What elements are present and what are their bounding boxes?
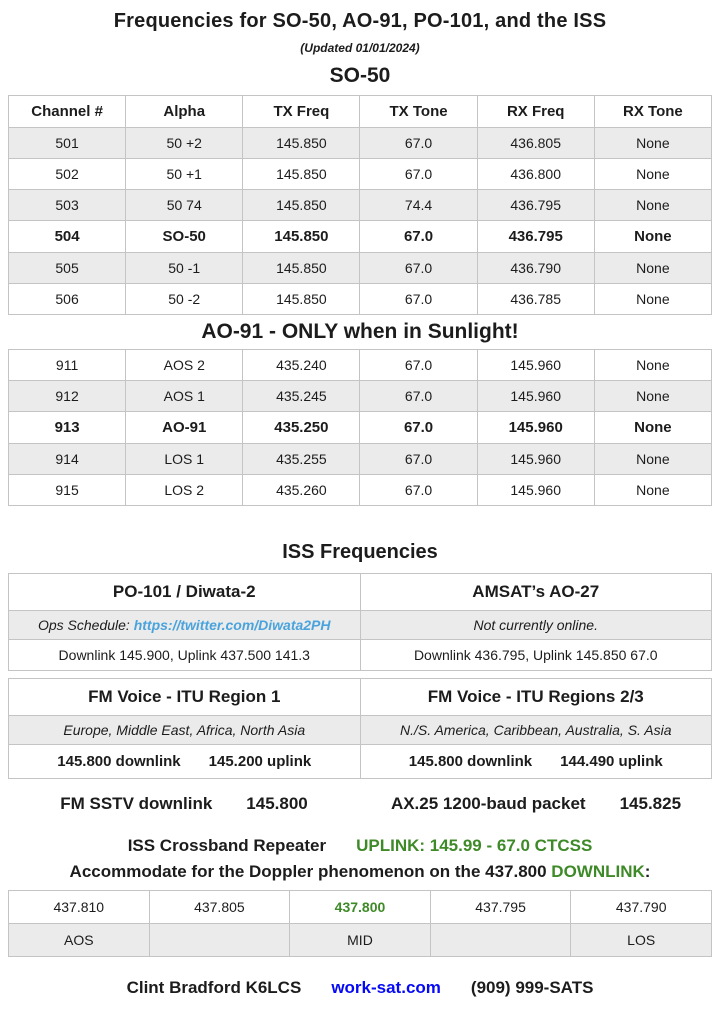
column-header-channel: Channel # [9,96,126,128]
table-row [9,475,712,506]
sstv-label: FM SSTV downlink [60,794,213,813]
cell: 67.0 [360,284,477,315]
table-row [9,611,712,640]
empty-cell [430,924,571,957]
region1-coverage-cell: Europe, Middle East, Africa, North Asia [9,716,361,745]
so50-header-row [9,96,712,128]
cell: 506 [9,284,126,315]
cell: None [594,190,711,221]
table-row [9,745,712,779]
cell: 50 -1 [126,253,243,284]
cell: AOS 1 [126,381,243,412]
region23-uplink: 144.490 uplink [560,753,663,770]
cell: 502 [9,159,126,190]
sstv-packet-line [8,794,712,814]
fm-voice-table [8,678,712,779]
ops-schedule-cell [9,611,361,640]
po101-header: PO-101 / Diwata-2 [9,574,361,611]
cell: 145.850 [243,159,360,190]
cell: 67.0 [360,444,477,475]
cell: 436.805 [477,128,594,159]
cell: 67.0 [360,475,477,506]
table-header-row [9,574,712,611]
cell: 145.960 [477,381,594,412]
cell: 915 [9,475,126,506]
crossband-uplink: UPLINK: 145.99 - 67.0 CTCSS [356,836,593,855]
cell: 436.790 [477,253,594,284]
cell: 50 74 [126,190,243,221]
cell: 436.800 [477,159,594,190]
cell: 67.0 [360,128,477,159]
cell: 914 [9,444,126,475]
doppler-downlink-highlight: DOWNLINK [551,862,645,881]
iss-frequencies-heading: ISS Frequencies [282,541,438,563]
cell: 501 [9,128,126,159]
cell: 436.795 [477,190,594,221]
column-header-rx-freq: RX Freq [477,96,594,128]
po101-ao27-table [8,573,712,671]
cell: 913 [9,412,126,444]
cell: AOS 2 [126,350,243,381]
table-row-primary-so50 [9,221,712,253]
spacer [8,671,712,678]
table-row [9,350,712,381]
cell: 503 [9,190,126,221]
cell: 50 +1 [126,159,243,190]
region1-freqs-cell [9,745,361,779]
cell: 145.960 [477,350,594,381]
crossband-title: ISS Crossband Repeater [127,836,327,855]
po101-freqs-cell: Downlink 145.900, Uplink 437.500 141.3 [9,640,361,671]
cell: 435.245 [243,381,360,412]
doppler-freq-row [9,891,712,924]
packet-label: AX.25 1200-baud packet [390,794,586,813]
doppler-table [8,890,712,957]
doppler-text: Accommodate for the Doppler phenomenon on the 437.800 [69,862,552,881]
sstv-frequency: 145.800 [246,794,308,813]
ops-schedule-label: Ops Schedule: [37,617,130,633]
aos-cell: AOS [9,924,150,957]
cell: 145.850 [243,221,360,253]
cell: 50 -2 [126,284,243,315]
ao91-heading: AO-91 - ONLY when in Sunlight! [201,320,519,343]
cell: None [594,475,711,506]
cell: 67.0 [360,221,477,253]
cell: None [594,253,711,284]
cell: 435.255 [243,444,360,475]
cell: 145.850 [243,128,360,159]
cell: None [594,381,711,412]
cell: 437.810 [9,891,150,924]
author-name: Clint Bradford K6LCS [126,978,302,997]
cell: 911 [9,350,126,381]
cell: AO-91 [126,412,243,444]
crossband-repeater-line [8,835,712,857]
table-row [9,444,712,475]
cell: 436.795 [477,221,594,253]
table-row [9,381,712,412]
cell: None [594,128,711,159]
so50-heading: SO-50 [329,64,391,87]
cell: 437.805 [149,891,290,924]
cell: 67.0 [360,412,477,444]
cell: 437.790 [571,891,712,924]
column-header-tx-tone: TX Tone [360,96,477,128]
cell: 437.795 [430,891,571,924]
cell: None [594,284,711,315]
mid-cell: MID [290,924,431,957]
table-header-row [9,679,712,716]
work-sat-link[interactable]: work-sat.com [331,978,441,997]
fm-region23-header: FM Voice - ITU Regions 2/3 [360,679,712,716]
so50-table [8,95,712,315]
region23-coverage-cell: N./S. America, Caribbean, Australia, S. Asia [360,716,712,745]
doppler-phase-row [9,924,712,957]
los-cell: LOS [571,924,712,957]
doppler-colon: : [644,862,651,881]
ao27-status-cell: Not currently online. [360,611,712,640]
cell: 67.0 [360,350,477,381]
doppler-instruction-line [8,861,712,883]
cell: 67.0 [360,253,477,284]
cell: None [594,444,711,475]
cell: 435.250 [243,412,360,444]
cell: None [594,159,711,190]
table-row [9,284,712,315]
cell: LOS 2 [126,475,243,506]
column-header-rx-tone: RX Tone [594,96,711,128]
page-title: Frequencies for SO-50, AO-91, PO-101, and the ISS [113,10,607,32]
table-row [9,640,712,671]
column-header-alpha: Alpha [126,96,243,128]
updated-date: (Updated 01/01/2024) [300,41,420,55]
fm-region1-header: FM Voice - ITU Region 1 [9,679,361,716]
ao27-header: AMSAT’s AO-27 [360,574,712,611]
phone-number: (909) 999-SATS [470,978,594,997]
cell: 74.4 [360,190,477,221]
table-row-primary-ao91 [9,412,712,444]
cell: 145.960 [477,412,594,444]
cell: 505 [9,253,126,284]
cell: 145.850 [243,284,360,315]
cell: 67.0 [360,381,477,412]
ao91-table [8,349,712,506]
cell: None [594,221,711,253]
cell: LOS 1 [126,444,243,475]
region23-freqs-cell [360,745,712,779]
cell: 145.960 [477,444,594,475]
table-row [9,190,712,221]
region1-downlink: 145.800 downlink [57,753,181,770]
packet-frequency: 145.825 [619,794,682,813]
cell: SO-50 [126,221,243,253]
table-row [9,716,712,745]
cell: None [594,412,711,444]
cell: 145.850 [243,253,360,284]
region1-uplink: 145.200 uplink [208,753,312,770]
cell: 145.850 [243,190,360,221]
table-row [9,159,712,190]
region23-downlink: 145.800 downlink [408,753,533,770]
table-row [9,128,712,159]
cell: 912 [9,381,126,412]
empty-cell [149,924,290,957]
sstv-group [8,794,360,814]
cell: 436.785 [477,284,594,315]
footer [8,977,712,999]
column-header-tx-freq: TX Freq [243,96,360,128]
cell: None [594,350,711,381]
cell: 504 [9,221,126,253]
cell: 145.960 [477,475,594,506]
diwata-twitter-link[interactable]: https://twitter.com/Diwata2PH [133,617,331,633]
cell: 50 +2 [126,128,243,159]
ao27-freqs-cell: Downlink 436.795, Uplink 145.850 67.0 [360,640,712,671]
table-row [9,253,712,284]
cell: 435.240 [243,350,360,381]
cell: 435.260 [243,475,360,506]
cell: 67.0 [360,159,477,190]
packet-group [360,794,712,814]
doppler-center-freq-cell: 437.800 [290,891,431,924]
